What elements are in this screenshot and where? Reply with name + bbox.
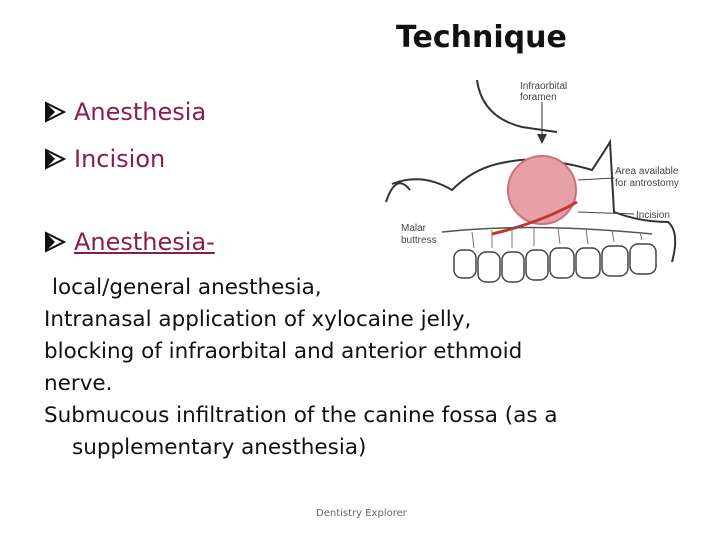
footer-credit: Dentistry Explorer: [316, 508, 407, 519]
malar-label-line1: Malar: [401, 223, 427, 234]
bullet-label: Anesthesia: [74, 98, 207, 126]
arrow-bullet-icon: [44, 231, 70, 253]
section-heading-anesthesia: [44, 228, 215, 256]
infraorbital-label-line2: foramen: [520, 92, 557, 103]
section-heading-label: Anesthesia-: [74, 228, 215, 256]
antrostomy-diagram: [382, 72, 682, 302]
body-line: Intranasal application of xylocaine jelly,: [44, 307, 472, 332]
zygomatic-outline: [386, 183, 410, 202]
body-line: blocking of infraorbital and anterior ethmoid: [44, 339, 523, 364]
incision-label: Incision: [636, 210, 670, 221]
teeth: [454, 244, 656, 282]
body-line: Submucous infiltration of the canine fossa (as a: [44, 403, 558, 428]
arrow-bullet-icon: [44, 101, 70, 123]
infraorbital-label-line1: Infraorbital: [520, 81, 568, 92]
bullet-incision: [44, 145, 165, 173]
slide-title: Technique: [396, 20, 567, 55]
foramen-arrowhead: [537, 134, 547, 144]
bullet-label: Incision: [74, 145, 166, 173]
body-line: local/general anesthesia,: [52, 275, 322, 300]
area-label-line2: for antrostomy: [615, 178, 679, 189]
body-line: nerve.: [44, 371, 113, 396]
bullet-anesthesia: [44, 98, 206, 126]
arrow-bullet-icon: [44, 148, 70, 170]
area-leader-line: [578, 178, 614, 180]
gum-line: [442, 227, 652, 234]
antrostomy-area-circle: [508, 156, 576, 224]
incision-leader-line: [578, 212, 634, 214]
malar-label-line2: buttress: [401, 235, 437, 246]
area-label-line1: Area available: [615, 166, 679, 177]
body-line: supplementary anesthesia): [72, 435, 367, 460]
